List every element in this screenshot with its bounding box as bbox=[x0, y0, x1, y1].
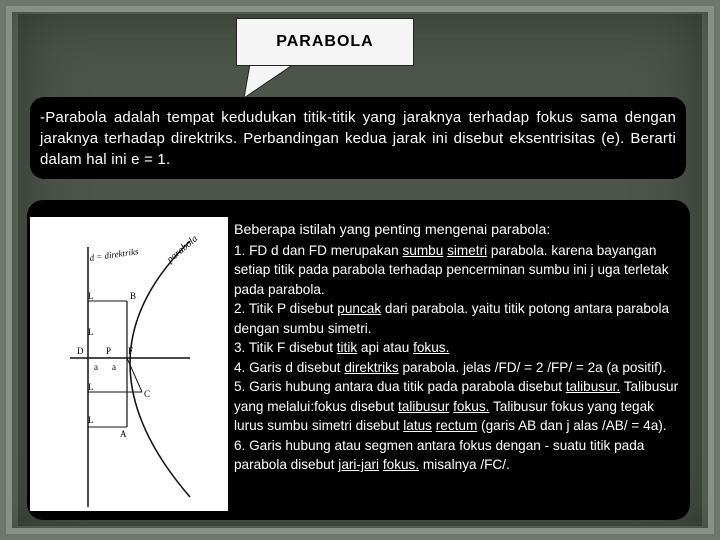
term-text: misalnya /FC/. bbox=[419, 457, 510, 472]
parabola-curve bbox=[130, 241, 190, 497]
point-label: A bbox=[120, 429, 127, 439]
term-text: (garis AB dan j alas /AB/ = 4a). bbox=[477, 418, 667, 433]
point-label: L bbox=[88, 382, 94, 392]
point-label: P bbox=[106, 346, 112, 356]
term-keyword: fokus. bbox=[413, 340, 450, 355]
term-item-6 bbox=[234, 436, 679, 475]
point-label: D bbox=[77, 346, 84, 356]
term-item-5 bbox=[234, 377, 679, 436]
term-text: 6. Garis hubung atau segmen antara fokus dengan - suatu titik pada parabola disebut bbox=[234, 437, 645, 472]
term-keyword: talibusur bbox=[397, 398, 450, 414]
point-label: B bbox=[130, 291, 137, 301]
term-keyword: direktriks bbox=[344, 359, 399, 375]
term-text: parabola. karena bayangan setiap titik pada parabola terhadap pencerminan sumbu ini j uga terletak pada parabola. bbox=[234, 242, 669, 297]
term-text: 4. Garis d disebut bbox=[234, 359, 345, 375]
directrix-label: d = direktriks bbox=[88, 246, 140, 263]
term-item-1 bbox=[234, 241, 679, 300]
term-text: parabola. jelas /FD/ = 2 /FP/ = 2a (a positif). bbox=[398, 359, 667, 375]
slide-title: PARABOLA bbox=[276, 33, 374, 50]
term-keyword: simetri bbox=[447, 242, 488, 258]
point-label: L bbox=[88, 327, 94, 337]
term-keyword: rectum bbox=[435, 418, 478, 433]
term-keyword: fokus. bbox=[382, 457, 420, 472]
parabola-figure bbox=[30, 217, 228, 511]
term-keyword: titik bbox=[336, 340, 358, 355]
point-label: L bbox=[88, 291, 94, 301]
definition-panel bbox=[30, 97, 686, 179]
term-text: 1. FD d dan FD merupakan bbox=[234, 242, 403, 258]
point-label: F bbox=[128, 346, 134, 356]
term-keyword: sumbu bbox=[402, 242, 444, 258]
callout-tail bbox=[238, 64, 298, 98]
title-callout bbox=[236, 18, 414, 66]
term-text: 3. Titik F disebut bbox=[234, 340, 337, 355]
term-keyword: latus bbox=[403, 418, 432, 433]
term-text: 2. Titik P disebut bbox=[234, 301, 338, 316]
term-text: dari parabola. yaitu titik potong antara parabola dengan sumbu simetri. bbox=[234, 301, 670, 336]
terms-heading: Beberapa istilah yang penting mengenai parabola: bbox=[234, 222, 551, 238]
term-item-2 bbox=[234, 299, 679, 338]
point-label: a bbox=[112, 362, 116, 372]
term-keyword: jari-jari bbox=[338, 457, 380, 472]
term-keyword: fokus. bbox=[453, 398, 490, 414]
term-text: Talibusur yang melalui:fokus disebut bbox=[234, 379, 679, 414]
point-label: C bbox=[144, 389, 151, 399]
term-text: 5. Garis hubung antara dua titik pada parabola disebut bbox=[234, 379, 566, 394]
term-item-4 bbox=[234, 358, 679, 378]
term-keyword: talibusur. bbox=[565, 379, 621, 394]
focal-radius bbox=[127, 358, 142, 392]
point-label: a bbox=[94, 362, 98, 372]
definition-text: -Parabola adalah tempat kedudukan titik-titik yang jaraknya terhadap fokus sama dengan jaraknya terhadap direktriks. Perbandingan kedua jarak ini disebut eksentrisitas (e). Berarti dalam hal ini e = 1. bbox=[40, 109, 676, 168]
curve-label: parabola bbox=[164, 233, 201, 266]
term-text: api atau bbox=[357, 340, 414, 355]
term-keyword: puncak bbox=[337, 301, 382, 316]
point-label: L bbox=[88, 415, 94, 425]
terms-list bbox=[234, 221, 679, 475]
term-text: Talibusur fokus yang tegak lurus sumbu simetri disebut bbox=[234, 398, 654, 433]
term-item-3 bbox=[234, 338, 679, 358]
